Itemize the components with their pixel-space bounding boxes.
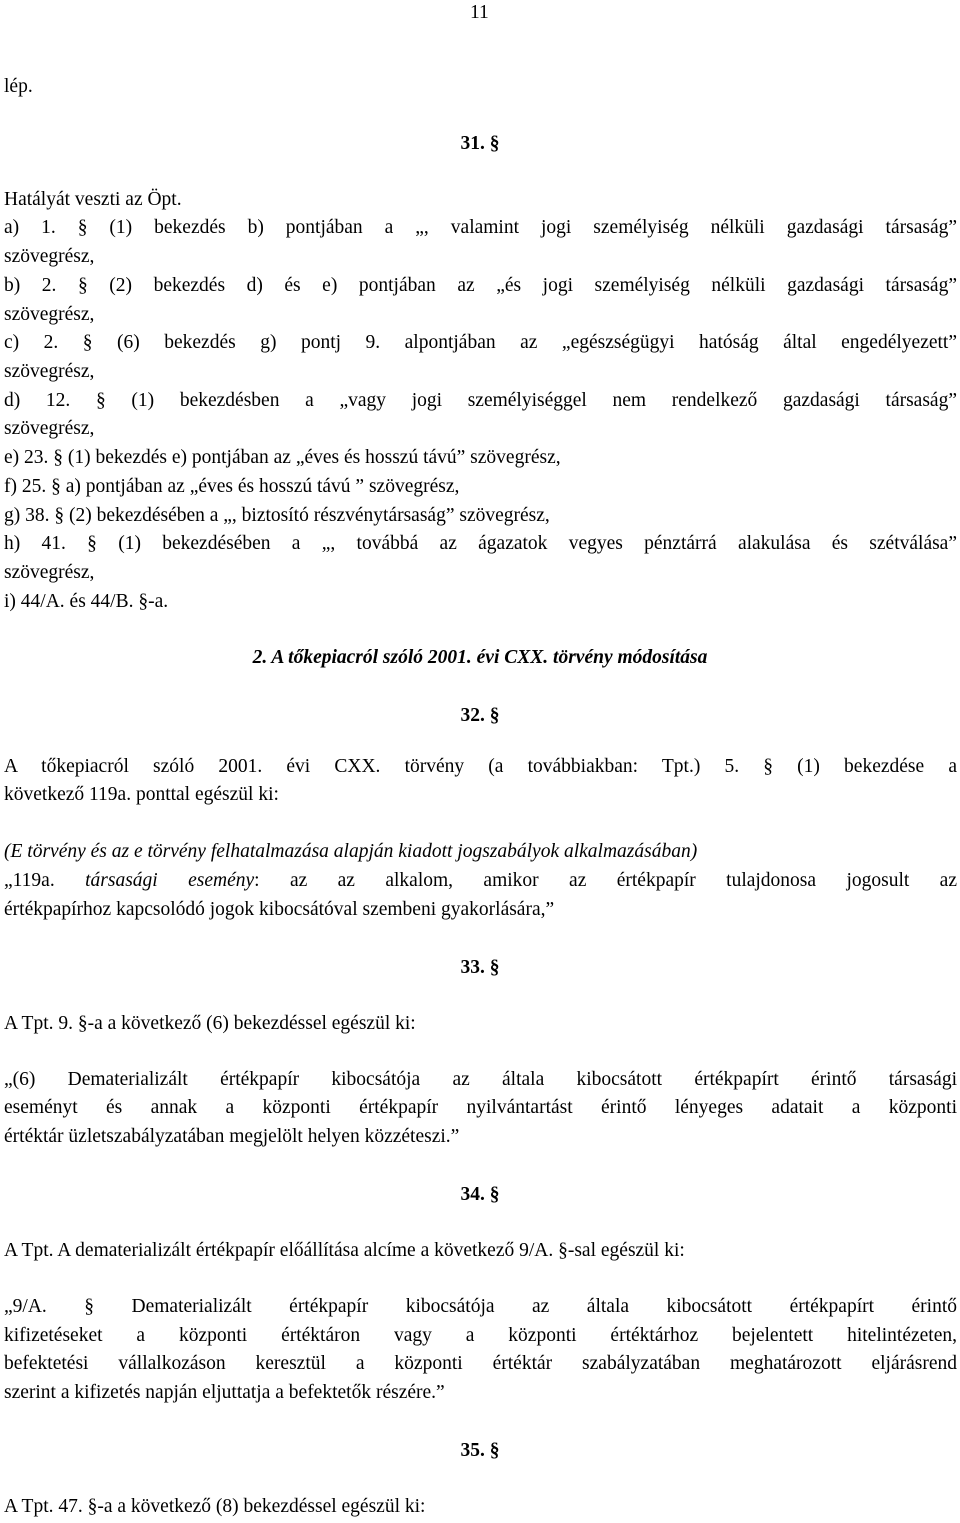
- repeal-item-a: a) 1. § (1) bekezdés b) pontjában a „, valamint jogi személyiség nélküli gazdasági társaság”: [4, 217, 957, 238]
- repeal-intro: Hatályát veszti az Öpt.: [4, 189, 182, 210]
- intro-fragment: lép.: [4, 76, 33, 97]
- repeal-item-c-cont: szövegrész,: [4, 361, 95, 382]
- section-heading-34: 34. §: [460, 1184, 500, 1205]
- p32-definition-line-2: értékpapírhoz kapcsolódó jogok kibocsátóval szembeni gyakorlására,”: [4, 899, 555, 920]
- p34-line-3: befektetési vállalkozáson keresztül a központi értéktár szabályzatában meghatározott eljárásrend: [4, 1353, 957, 1374]
- chapter-title: 2. A tőkepiacról szóló 2001. évi CXX. törvény módosítása: [252, 647, 708, 668]
- repeal-item-c: c) 2. § (6) bekezdés g) pontj 9. alpontjában az „egészségügyi hatóság által engedélyezett”: [4, 332, 957, 353]
- p35-intro: A Tpt. 47. §-a a következő (8) bekezdéssel egészül ki:: [4, 1496, 426, 1517]
- p33-intro: A Tpt. 9. §-a a következő (6) bekezdéssel egészül ki:: [4, 1013, 416, 1034]
- section-heading-31: 31. §: [460, 133, 500, 154]
- p32-definition: [4, 870, 957, 892]
- p33-line-3: értéktár üzletszabályzatában megjelölt helyen közzéteszi.”: [4, 1126, 460, 1147]
- repeal-item-b: b) 2. § (2) bekezdés d) és e) pontjában az „és jogi személyiség nélküli gazdasági társaság”: [4, 275, 957, 296]
- repeal-item-h-cont: szövegrész,: [4, 562, 95, 583]
- repeal-item-f: f) 25. § a) pontjában az „éves és hosszú távú ” szövegrész,: [4, 476, 460, 497]
- repeal-item-d-cont: szövegrész,: [4, 418, 95, 439]
- repeal-item-h: h) 41. § (1) bekezdésében a „, továbbá az ágazatok vegyes pénztárrá alakulása és szétválása”: [4, 533, 957, 554]
- p34-line-4: szerint a kifizetés napján eljuttatja a befektetők részére.”: [4, 1382, 445, 1403]
- p32-definition-rest: : az az alkalom, amikor az értékpapír tulajdonosa jogosult az: [254, 870, 957, 891]
- repeal-item-d: d) 12. § (1) bekezdésben a „vagy jogi személyiséggel nem rendelkező gazdasági társaság”: [4, 390, 957, 411]
- p32-definition-prefix: „119a.: [4, 870, 86, 891]
- p33-line-1: „(6) Dematerializált értékpapír kibocsátója az általa kibocsátott értékpapírt érintő társasági: [4, 1069, 957, 1090]
- repeal-item-g: g) 38. § (2) bekezdésében a „, biztosító részvénytársaság” szövegrész,: [4, 505, 550, 526]
- section-heading-35: 35. §: [460, 1440, 500, 1461]
- p34-line-2: kifizetéseket a központi értéktáron vagy a központi értéktárhoz bejelentett hitelintézeten,: [4, 1325, 957, 1346]
- p34-line-1: „9/A. § Dematerializált értékpapír kibocsátója az általa kibocsátott értékpapírt érintő: [4, 1296, 957, 1317]
- page-number: 11: [470, 2, 489, 23]
- repeal-item-i: i) 44/A. és 44/B. §-a.: [4, 591, 169, 612]
- repeal-item-e: e) 23. § (1) bekezdés e) pontjában az „éves és hosszú távú” szövegrész,: [4, 447, 561, 468]
- section-heading-32: 32. §: [460, 705, 500, 726]
- p32-line-1: A tőkepiacról szóló 2001. évi CXX. törvény (a továbbiakban: Tpt.) 5. § (1) bekezdése a: [4, 756, 957, 777]
- p32-italic-heading: (E törvény és az e törvény felhatalmazása alapján kiadott jogszabályok alkalmazásában): [4, 841, 698, 862]
- repeal-item-a-cont: szövegrész,: [4, 246, 95, 267]
- p32-definition-term: társasági esemény: [85, 870, 255, 891]
- section-heading-33: 33. §: [460, 957, 500, 978]
- p34-intro: A Tpt. A dematerializált értékpapír előállítása alcíme a következő 9/A. §-sal egészül ki:: [4, 1240, 685, 1261]
- p32-line-2: következő 119a. ponttal egészül ki:: [4, 784, 279, 805]
- repeal-item-b-cont: szövegrész,: [4, 304, 95, 325]
- p33-line-2: eseményt és annak a központi értékpapír nyilvántartást érintő lényeges adatait a központi: [4, 1097, 957, 1118]
